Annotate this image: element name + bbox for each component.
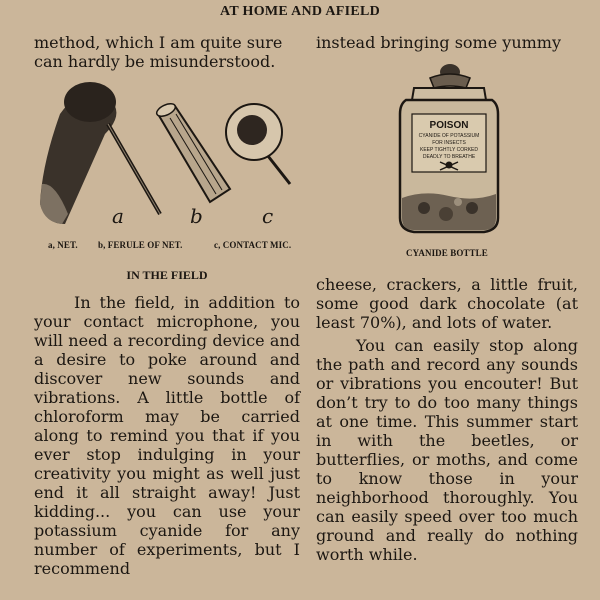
ferule-drawing bbox=[155, 101, 230, 202]
caption-cyanide-bottle: CYANIDE BOTTLE bbox=[406, 248, 488, 258]
bottle-label-line: KEEP TIGHTLY CORKED bbox=[420, 147, 478, 153]
paragraph: In the field, in addition to your contact microphone, you will need a recording device and a desire to poke around and discover new sounds and vibrations. A little bottle of chloroform may be carried along to remind you that if you ever stop indulging in your creativity you might as well just end it all straight away! Just kidding... you can use your potassium cyanide for any number of experiments, but I recommend bbox=[34, 293, 300, 578]
text-line: can hardly be misunderstood. bbox=[34, 52, 276, 71]
paragraph: You can easily stop along the path and record any sounds or vibrations you encouter! But don’t try to do too many things at one time. This summer start in with the beetles, or butterflies, or moths, and come to know those in your neighborhood thoroughly. You can easily speed over too much ground and really do nothing worth while. bbox=[316, 336, 578, 564]
paragraph: cheese, crackers, a little fruit, some good dark chocolate (at least 70%), and lots of water. bbox=[316, 275, 578, 332]
right-top-text bbox=[316, 33, 578, 52]
cyanide-bottle-illustration bbox=[384, 58, 514, 238]
figure-letter-a: a bbox=[112, 204, 124, 228]
bottle-label-line: CYANIDE OF POTASSIUM bbox=[418, 133, 480, 139]
caption-ferule: b, FERULE OF NET. bbox=[98, 240, 183, 250]
contact-mic-drawing bbox=[226, 104, 290, 184]
running-header: AT HOME AND AFIELD bbox=[219, 4, 381, 19]
text-line: instead bringing some yummy bbox=[316, 33, 561, 52]
bottle-label-line: DEADLY TO BREATHE bbox=[422, 154, 476, 160]
bottle-label-line: POISON bbox=[429, 120, 469, 131]
figure-letter-c: c bbox=[262, 204, 274, 228]
left-body-text bbox=[34, 293, 300, 578]
text-line: method, which I am quite sure bbox=[34, 33, 283, 52]
left-top-text bbox=[34, 33, 300, 71]
net-drawing bbox=[40, 82, 160, 224]
bottle-label-line: FOR INSECTS bbox=[432, 140, 466, 146]
figure-letter-b: b bbox=[190, 204, 203, 228]
caption-net: a, NET. bbox=[48, 240, 78, 250]
section-heading: IN THE FIELD bbox=[126, 268, 208, 282]
caption-contact-mic: c, CONTACT MIC. bbox=[214, 240, 292, 250]
right-body-text bbox=[316, 275, 578, 564]
